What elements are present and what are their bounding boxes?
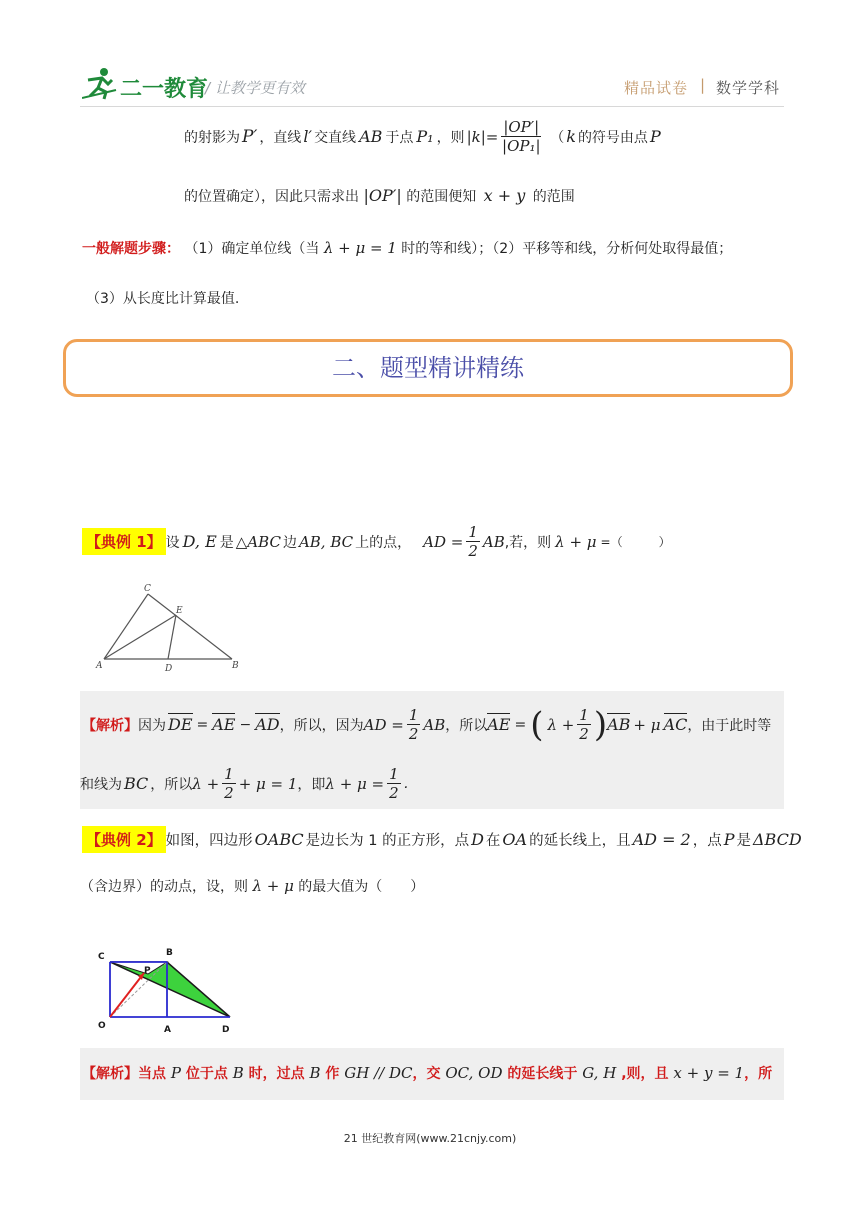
math: AD =	[363, 715, 404, 734]
math: OABC	[254, 830, 304, 849]
page-footer: 21 世纪教育网(www.21cnjy.com)	[343, 1132, 517, 1145]
label-p: P	[144, 966, 151, 976]
text: ,则，且	[621, 1066, 669, 1082]
header-rule	[80, 106, 784, 107]
math: λ + μ =	[325, 774, 385, 793]
intro-line-2	[184, 186, 575, 206]
text: ，由于此时等	[687, 717, 772, 734]
vector-ae: AE	[212, 715, 236, 734]
math: B	[232, 1064, 244, 1082]
fraction	[466, 523, 480, 560]
fraction	[501, 118, 541, 155]
text: 是	[736, 833, 751, 849]
header-label-quality: 精品试卷	[624, 79, 689, 97]
text: 因为	[138, 717, 166, 734]
text: ，则	[436, 129, 465, 146]
fraction	[407, 706, 421, 743]
paren-open: (	[530, 704, 544, 745]
math: AB, BC	[298, 532, 354, 551]
math: D, E	[182, 532, 217, 551]
segment-ac	[104, 594, 148, 659]
text: （1）确定单位线（当	[184, 241, 320, 257]
triangle-bcd	[110, 962, 230, 1017]
solution1-line-2	[80, 765, 408, 802]
math: λ +	[547, 715, 575, 734]
text: 的范围便知	[406, 189, 477, 205]
steps-line-2	[86, 288, 239, 308]
text: ，所以，因为	[279, 717, 364, 734]
intro-line-1	[184, 118, 661, 155]
text: 是边长为 1 的正方形，点	[305, 833, 470, 849]
math: OA	[502, 830, 528, 849]
math: P	[723, 830, 735, 849]
numerator: 1	[389, 765, 399, 783]
example2-line-2	[80, 876, 424, 896]
label-d: D	[165, 664, 173, 674]
text: （3）从长度比计算最值.	[86, 291, 240, 307]
math: AD = 2	[632, 830, 691, 849]
logo-text: 二一教育	[120, 77, 209, 102]
header-label-subject: 数学学科	[716, 79, 781, 97]
math: △ABC	[235, 532, 281, 551]
math: AB	[423, 715, 446, 734]
math: −	[239, 716, 252, 733]
text: ，所	[744, 1066, 773, 1082]
text: 位于点	[185, 1066, 228, 1082]
example1-tag: 【典例 1】	[82, 528, 166, 555]
math: l′	[303, 127, 313, 146]
math: λ + μ	[555, 532, 597, 551]
math: AB	[482, 532, 505, 551]
vector-ab: AB	[607, 715, 631, 734]
label-c: C	[144, 584, 151, 594]
paren-close: )	[593, 704, 608, 745]
header	[0, 0, 860, 110]
math: |OP′|	[363, 186, 402, 205]
vector-ad: AD	[255, 715, 280, 734]
vector-ac: AC	[663, 715, 688, 734]
math: |k|=	[466, 127, 499, 146]
segment-de	[168, 615, 176, 659]
text: ，交	[412, 1066, 441, 1082]
text: 边	[282, 534, 297, 551]
math: AD =	[423, 532, 464, 551]
solution2-tag: 【解析】	[82, 1066, 138, 1082]
text: ，点	[692, 833, 722, 849]
header-divider: |	[700, 76, 707, 94]
denominator: |OP₁|	[502, 137, 541, 155]
vector-de: DE	[168, 715, 193, 734]
text: 时的等和线）；（2）平移等和线，分析何处取得最值；	[401, 241, 733, 257]
example2-question	[82, 826, 802, 853]
math: G, H	[582, 1064, 617, 1082]
text: ,若，则	[504, 534, 552, 551]
denominator: 2	[389, 784, 399, 802]
text: 作	[325, 1066, 340, 1082]
label-c: C	[98, 952, 105, 962]
math: P′	[242, 126, 258, 147]
math: ΔBCD	[753, 830, 802, 849]
denominator: 2	[579, 725, 589, 743]
text: 的延长线于	[507, 1066, 578, 1082]
math: λ + μ = 1	[323, 239, 397, 257]
label-o: O	[98, 1021, 106, 1031]
solution1-tag: 【解析】	[82, 717, 138, 734]
section-title-box	[63, 339, 793, 397]
math: GH // DC	[344, 1064, 413, 1082]
text: 如图，四边形	[165, 833, 253, 849]
text: （含边界）的动点，设，则	[80, 879, 248, 895]
math: + μ	[633, 715, 661, 734]
label-e: E	[176, 606, 183, 616]
label-d: D	[222, 1025, 230, 1035]
text: 于点	[385, 129, 414, 146]
denominator: 2	[408, 725, 419, 743]
text: ，即	[297, 776, 326, 793]
math: =	[514, 716, 527, 733]
logo-runner-icon	[82, 66, 118, 100]
label-b: B	[232, 661, 239, 671]
text: ，直线	[259, 129, 302, 146]
vector-ae: AE	[487, 715, 511, 734]
example1-question	[82, 523, 671, 560]
fraction	[577, 706, 591, 743]
text: 和线为	[80, 776, 122, 793]
math: x + y = 1	[673, 1064, 745, 1082]
math: λ +	[192, 774, 220, 793]
segment-ae	[104, 615, 176, 659]
math: .	[403, 775, 409, 792]
denominator: 2	[468, 542, 478, 560]
text: （	[550, 129, 565, 146]
example1-figure	[92, 580, 252, 676]
math: D	[471, 830, 484, 849]
math: k	[566, 127, 576, 146]
numerator: 1	[579, 706, 589, 724]
steps-label: 一般解题步骤：	[82, 241, 180, 257]
solution1-line-1	[82, 706, 771, 743]
text: 的符号由点	[577, 129, 648, 146]
numerator: 1	[224, 765, 234, 783]
text: 是	[219, 534, 234, 551]
section-title: 二、题型精讲精练	[332, 354, 524, 382]
label-b: B	[166, 948, 173, 958]
math: + μ = 1	[238, 774, 298, 793]
example2-figure	[92, 942, 242, 1038]
text: 设	[165, 534, 180, 551]
text: 的范围	[532, 189, 575, 205]
text: ，所以	[445, 717, 488, 734]
text: 交直线	[314, 129, 357, 146]
text: 当点	[138, 1066, 166, 1082]
text: 的射影为	[184, 129, 240, 146]
text: 的最大值为（ ）	[298, 879, 425, 895]
numerator: 1	[468, 523, 478, 541]
math: P₁	[416, 127, 434, 146]
text: 的延长线上，且	[529, 833, 631, 849]
fraction	[222, 765, 236, 802]
text: 的位置确定），因此只需求出	[184, 189, 359, 205]
label-a: A	[96, 661, 103, 671]
segment-cb	[148, 594, 232, 659]
fraction	[387, 765, 401, 802]
numerator: |OP′|	[503, 118, 540, 136]
steps-line-1	[82, 238, 732, 258]
math: OC, OD	[445, 1064, 503, 1082]
label-a: A	[164, 1025, 171, 1035]
text: 时，过点	[248, 1066, 305, 1082]
vector-op	[110, 973, 144, 1017]
text: ，所以	[150, 776, 193, 793]
header-slogan: / 让教学更有效	[205, 79, 305, 97]
math: λ + μ	[252, 877, 294, 895]
math: P	[649, 127, 661, 146]
math: BC	[124, 774, 149, 793]
text: 在	[485, 833, 501, 849]
math: =	[196, 716, 209, 733]
solution2-line-1	[82, 1063, 772, 1083]
math: x + y	[483, 186, 526, 205]
text: 上的点，	[355, 534, 412, 551]
text: =（ ）	[600, 535, 671, 549]
example2-tag: 【典例 2】	[82, 826, 166, 853]
math: P	[170, 1064, 181, 1082]
denominator: 2	[224, 784, 234, 802]
math: B	[309, 1064, 321, 1082]
numerator: 1	[408, 706, 419, 724]
math: AB	[359, 127, 383, 146]
